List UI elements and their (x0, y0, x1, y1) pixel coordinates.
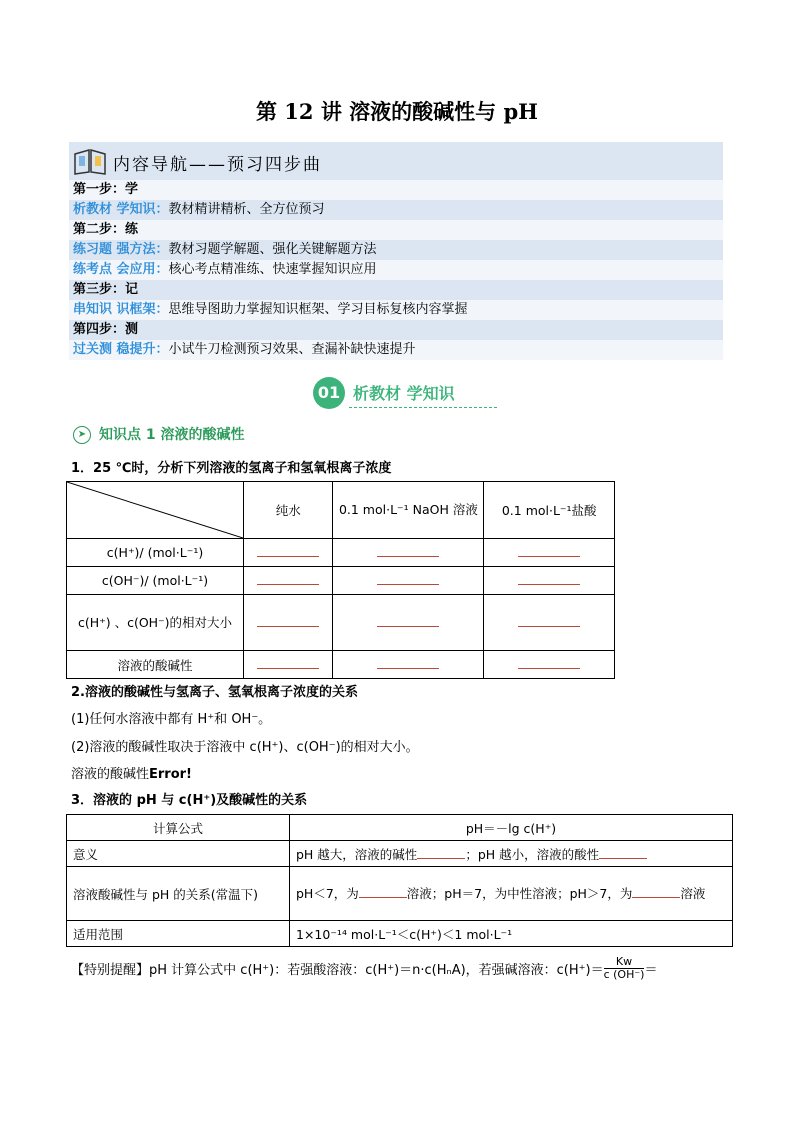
row-header: c(H⁺)/ (mol·L⁻¹) (67, 539, 244, 567)
diagonal-cell (67, 482, 244, 539)
cell: pH＜7，为 溶液；pH＝7，为中性溶液；pH＞7，为 溶液 (290, 867, 733, 921)
table-ion-concentration (66, 481, 615, 679)
knowledge-point-heading: ➤ 知识点 1 溶液的酸碱性 (73, 424, 245, 444)
answer-blank[interactable] (244, 539, 333, 567)
answer-blank[interactable] (359, 887, 407, 898)
nav-step-2: 第二步：练 (69, 220, 723, 240)
fraction-denominator: c (OH⁻) (603, 968, 645, 981)
cell: pH 越大，溶液的碱性 ；pH 越小，溶液的酸性 (290, 841, 733, 867)
nav-header (69, 142, 723, 180)
answer-blank[interactable] (244, 595, 333, 651)
answer-blank[interactable] (484, 651, 615, 679)
cell: 1×10⁻¹⁴ mol·L⁻¹＜c(H⁺)＜1 mol·L⁻¹ (290, 921, 733, 947)
nav-step-3: 第三步：记 (69, 280, 723, 300)
fraction-numerator: Kw (604, 956, 645, 969)
q2-line-3: 溶液的酸碱性Error! (71, 767, 192, 782)
row-header: c(H⁺) 、c(OH⁻)的相对大小 (67, 595, 244, 651)
col-header: 0.1 mol·L⁻¹盐酸 (484, 482, 615, 539)
answer-blank[interactable] (333, 567, 484, 595)
cell: 适用范围 (67, 921, 290, 947)
answer-blank[interactable] (484, 595, 615, 651)
cell: pH＝－lg c(H⁺) (290, 815, 733, 841)
q2-line-1: (1)任何水溶液中都有 H⁺和 OH⁻。 (71, 712, 272, 727)
section-number: 01 (313, 377, 345, 409)
answer-blank[interactable] (333, 595, 484, 651)
answer-blank[interactable] (244, 567, 333, 595)
cell: 溶液酸碱性与 pH 的关系(常温下) (67, 867, 290, 921)
nav-item: 练习题 强方法：教材习题学解题、强化关键解题方法 (69, 240, 723, 260)
answer-blank[interactable] (417, 848, 465, 859)
answer-blank[interactable] (484, 539, 615, 567)
question-1: 1．25 ℃时，分析下列溶液的氢离子和氢氧根离子浓度 (71, 461, 392, 476)
table-ph (66, 814, 733, 947)
nav-item: 过关测 稳提升：小试牛刀检测预习效果、查漏补缺快速提升 (69, 340, 723, 360)
answer-blank[interactable] (484, 567, 615, 595)
nav-step-1: 第一步：学 (69, 180, 723, 200)
answer-blank[interactable] (632, 887, 680, 898)
nav-item: 析教材 学知识：教材精讲精析、全方位预习 (69, 200, 723, 220)
content-navigation (69, 142, 723, 368)
answer-blank[interactable] (333, 539, 484, 567)
question-3: 3．溶液的 pH 与 c(H⁺)及酸碱性的关系 (71, 793, 308, 808)
row-header: c(OH⁻)/ (mol·L⁻¹) (67, 567, 244, 595)
cell: 计算公式 (67, 815, 290, 841)
cell: 意义 (67, 841, 290, 867)
page-title: 第 12 讲 溶液的酸碱性与 pH (256, 99, 538, 124)
row-header: 溶液的酸碱性 (67, 651, 244, 679)
answer-blank[interactable] (333, 651, 484, 679)
arrow-icon: ➤ (73, 426, 91, 444)
col-header: 0.1 mol·L⁻¹ NaOH 溶液 (333, 482, 484, 539)
question-2: 2.溶液的酸碱性与氢离子、氢氧根离子浓度的关系 (71, 685, 358, 700)
nav-item: 练考点 会应用：核心考点精准练、快速掌握知识应用 (69, 260, 723, 280)
section-label: 析教材 学知识 (353, 384, 455, 403)
answer-blank[interactable] (599, 848, 647, 859)
nav-step-4: 第四步：测 (69, 320, 723, 340)
col-header: 纯水 (244, 482, 333, 539)
nav-item: 串知识 识框架：思维导图助力掌握知识框架、学习目标复核内容掌握 (69, 300, 723, 320)
answer-blank[interactable] (244, 651, 333, 679)
section-badge (313, 376, 483, 410)
nav-header-label: 内容导航——预习四步曲 (113, 155, 322, 175)
book-icon (73, 146, 109, 176)
special-tip: 【特别提醒】pH 计算公式中 c(H⁺)：若强酸溶液：c(H⁺)＝n·c(HₙA)，若强碱溶液：c(H⁺)＝ $\frac{Kw}{c (OH^-)}=$ (71, 955, 658, 981)
q2-line-2: (2)溶液的酸碱性取决于溶液中 c(H⁺)、c(OH⁻)的相对大小。 (71, 740, 419, 755)
